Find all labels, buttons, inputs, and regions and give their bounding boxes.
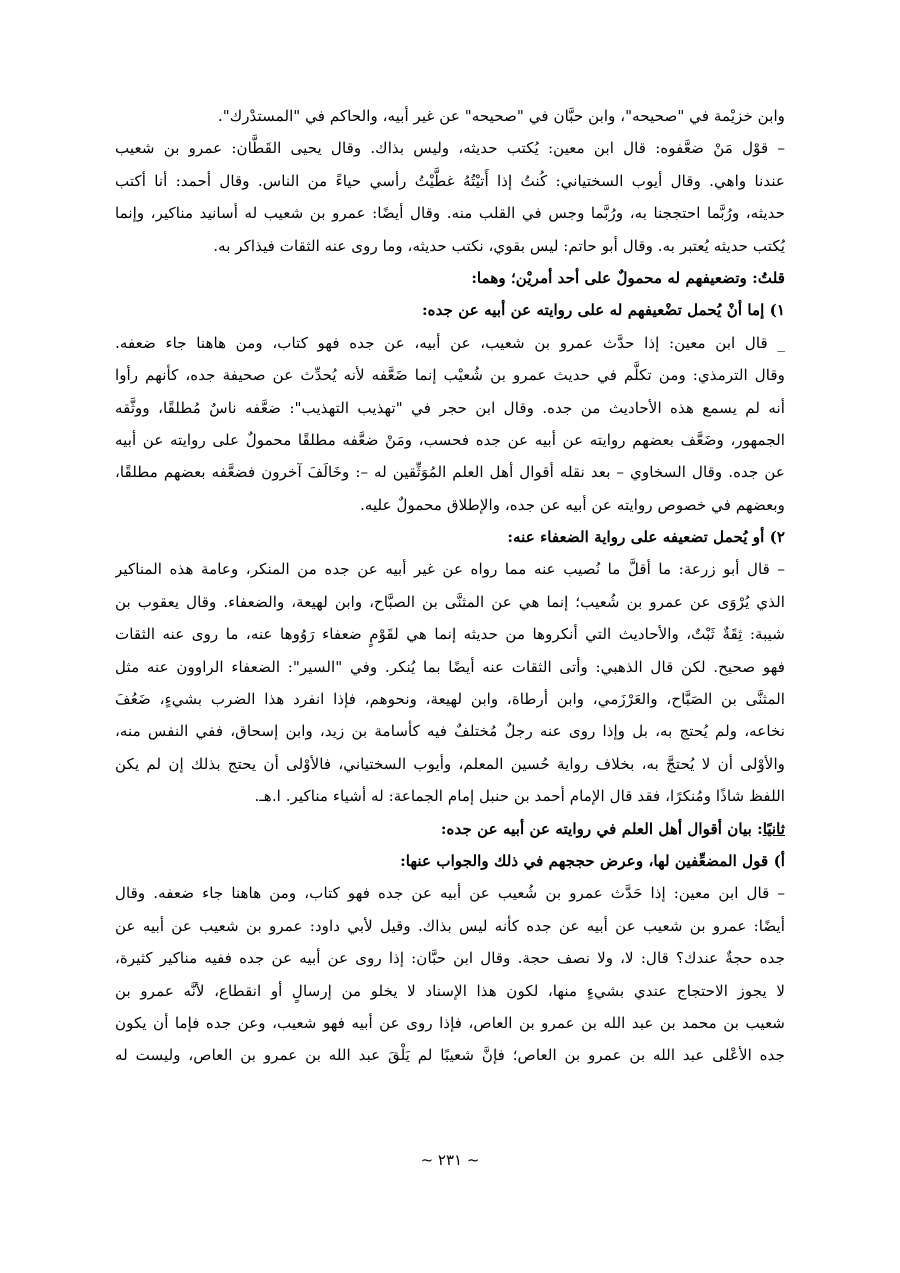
text-line: _ قال ابن معين: إذا حدَّث عمرو بن شعيب، عن أبيه، عن جده فهو كتاب، ومن هاهنا جاء ضعفه.	[115, 333, 785, 352]
underlined-label: ثانيًا	[762, 819, 785, 838]
section-heading-line: ١) إما أنْ يُحمل تضْعيفهم له على روايته عن أبيه عن جده:	[422, 301, 785, 320]
text-line: وابن خزيْمة في "صحيحه"، وابن حبَّان في "صحيحه" عن غير أبيه، والحاكم في "المستدْرك".	[217, 107, 785, 125]
text-line: حديثه، ورُبَّما احتججنا به، ورُبَّما وجس في القلب منه. وقال أيضًا: عمرو بن شعيب له أسانيد مناكير، وإنما	[115, 204, 785, 223]
page-number: ~ ٢٣١ ~	[420, 1151, 480, 1169]
text-line: الذي يُرْوَى عن عمرو بن شُعيب؛ إنما هي عن المثنَّى بن الصبَّاح، وابن لهيعة، والضعفاء. وقال يعقوب بن	[115, 592, 785, 611]
text-line: يُكتب حديثه يُعتبر به. وقال أبو حاتم: ليس بقوي، نكتب حديثه، وما روى عنه الثقات فيذاكر به.	[213, 236, 785, 255]
section-heading-line: قلتُ: وتضعيفهم له محمولٌ على أحد أمريْن؛ وهما:	[471, 268, 785, 287]
section-heading-line: ثانيًا: بيان أقوال أهل العلم في روايته عن أبيه عن جده:	[440, 819, 785, 838]
text-line: جده حجةٌ عندك؟ قال: لا، ولا نصف حجة. وقال ابن حبَّان: إذا روى عن أبيه عن جده ففيه مناكير كثيرة،	[115, 949, 785, 968]
text-line: المثنَّى بن الصَبَّاح، والعَرْزَمي، وابن أرطاة، وابن لهيعة، ونحوهم، فإذا انفرد هذا الضرب بشيءٍ، ضَعُفَ	[115, 690, 785, 709]
text-line: – قال أبو زرعة: ما أقلَّ ما نُصيب عنه مما رواه عن غير أبيه عن جده من المنكر، وعامة هذه المناكير	[115, 560, 785, 579]
text-line: وقال الترمذي: ومن تكلَّم في حديث عمرو بن شُعيْب إنما ضَعَّفه لأنه يُحدِّث عن صحيفة جده، كأنهم رأوا	[115, 366, 785, 385]
section-heading-line: أ) قول المضعِّفين لها، وعرض حججهم في ذلك والجواب عنها:	[400, 851, 785, 870]
text-line: وبعضهم في خصوص روايته عن أبيه عن جده، والإطلاق محمولٌ عليه.	[360, 495, 785, 514]
text-line: عن جده. وقال السخاوي – بعد نقله أقوال أهل العلم المُوَثِّقين له –: وخَالَفَ آخرون فضعَّفه بعضهم مطلقًا،	[115, 463, 785, 482]
text-line: فهو صحيح. لكن قال الذهبي: وأتى الثقات عنه أيضًا بما يُنكر. وفي "السير": الضعفاء الراوون عنه مثل	[115, 657, 785, 676]
document-page	[115, 100, 785, 1072]
text-line: لا يجوز الاحتجاج عندي بشيءٍ منها، لكون هذا الإسناد لا يخلو من إرسالٍ أو انقطاع، لأنَّه عمرو بن	[115, 981, 785, 1000]
text-line: أنه لم يسمع هذه الأحاديث من جده. وقال ابن حجر في "تهذيب التهذيب": ضعَّفه ناسٌ مُطلقًا، ووثَّقه	[115, 398, 785, 417]
text-line: اللفظ شاذًا ومُنكرًا، فقد قال الإمام أحمد بن حنبل إمام الجماعة: له أشياء مناكير. ا.هـ.	[254, 787, 785, 806]
text-line: والأوْلى أن لا يُحتجَّ به، بخلاف رواية حُسين المعلم، وأيوب السختياني، فالأوْلى أن يحتج بذلك إن لم يكن	[115, 754, 785, 773]
text-line: – قوْل مَنْ ضعَّفوه: قال ابن معين: يُكتب حديثه، وليس بذاك. وقال يحيى القَطَّان: عمرو بن شعيب	[115, 139, 785, 158]
text-line: أيضًا: عمرو بن شعيب عن أبيه عن جده كأنه ليس بذاك. وقيل لأبي داود: عمرو بن شعيب عن أبيه عن	[115, 916, 785, 935]
text-line: جده الأعْلى عبد الله بن عمرو بن العاص؛ فإنَّ شعيبًا لم يَلْقَ عبد الله بن عمرو بن العاص، وليست له	[115, 1046, 785, 1065]
text-line: شعيب بن محمد بن عبد الله بن عمرو بن العاص، فإذا روى عن أبيه فهو شعيب، وعن جده فإما أن يكون	[115, 1013, 785, 1032]
text-line: – قال ابن معين: إذا حَدَّث عمرو بن شُعيب عن أبيه عن جده فهو كتاب، ومن هاهنا جاء ضعفه. وقال	[115, 884, 785, 903]
text-line: عندنا واهي. وقال أيوب السختياني: كُنتُ إذا أَتيْتُهُ غطَّيْتُ رأسي حياءً من الناس. وقال أحمد: أنا أكتب	[115, 171, 785, 190]
text-line: نخاعه، ولم يُحتج به، بل وإذا روى عنه رجلٌ مُختلفٌ فيه كأسامة بن زيد، وابن إسحاق، ففي النفس منه،	[115, 722, 785, 741]
section-heading-line: ٢) أو يُحمل تضعيفه على رواية الضعفاء عنه:	[507, 528, 785, 547]
text-line: الجمهور، وضَعَّف بعضهم روايته عن أبيه عن جده فحسب، ومَنْ ضعَّفه مطلقًا محمولٌ على روايته عن أبيه	[115, 430, 785, 449]
text-line: شيبة: ثِقَةٌ ثَبْتٌ، والأحاديث التي أنكروها من حديثه إنما هي لقَوْمٍ ضعفاء رَوُوها عنه، ما روى عنه الثقات	[115, 625, 785, 644]
